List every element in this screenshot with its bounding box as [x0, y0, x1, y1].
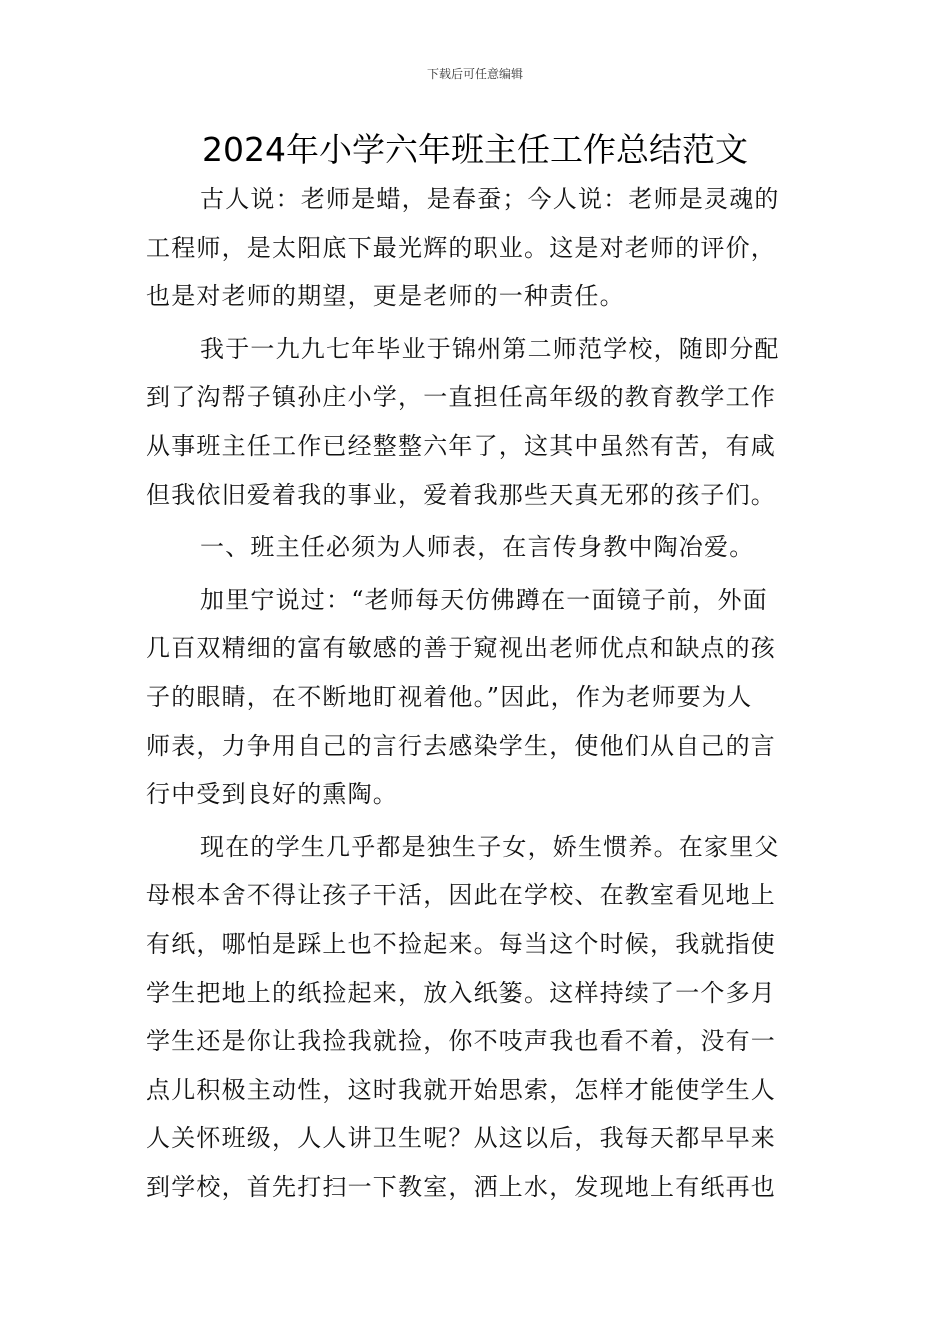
paragraph: [146, 325, 808, 519]
paragraph: [146, 523, 808, 572]
paragraph: [146, 823, 808, 1212]
text-line: 有纸，哪怕是踩上也不捡起来。每当这个时候，我就指使: [146, 929, 776, 958]
text-line: 几百双精细的富有敏感的善于窥视出老师优点和缺点的孩: [146, 634, 776, 663]
text-line: 母根本舍不得让孩子干活，因此在学校、在教室看见地上: [146, 881, 776, 910]
text-line: 人关怀班级，人人讲卫生呢？从这以后，我每天都早早来: [146, 1124, 776, 1153]
text-line: 学生还是你让我捡我就捡，你不吱声我也看不着，没有一: [146, 1027, 776, 1056]
document-body: [146, 175, 808, 1211]
text-line: 也是对老师的期望，更是老师的一种责任。: [146, 282, 625, 311]
text-line: 从事班主任工作已经整整六年了，这其中虽然有苦，有咸: [146, 431, 776, 460]
text-line: 行中受到良好的熏陶。: [146, 780, 398, 809]
text-line: 加里宁说过：“老师每天仿佛蹲在一面镜子前，外面: [200, 585, 768, 614]
text-line: 师表，力争用自己的言行去感染学生，使他们从自己的言: [146, 731, 776, 760]
text-line: 到了沟帮子镇孙庄小学，一直担任高年级的教育教学工作: [146, 383, 776, 412]
paragraph: [146, 576, 808, 819]
text-line: 到学校，首先打扫一下教室，洒上水，发现地上有纸再也: [146, 1172, 776, 1201]
text-line: 但我依旧爱着我的事业，爱着我那些天真无邪的孩子们。: [146, 480, 776, 509]
text-line: 工程师，是太阳底下最光辉的职业。这是对老师的评价，: [146, 233, 776, 262]
paragraph: [146, 175, 808, 321]
header-note: 下载后可任意编辑: [426, 67, 523, 81]
document-title: 2024年小学六年班主任工作总结范文: [202, 130, 748, 169]
text-line: 古人说：老师是蜡，是春蚕；今人说：老师是灵魂的: [200, 185, 780, 213]
section-heading: 一、班主任必须为人师表，在言传身教中陶冶爱。: [200, 533, 755, 562]
text-line: 点儿积极主动性，这时我就开始思索，怎样才能使学生人: [146, 1075, 776, 1104]
text-line: 我于一九九七年毕业于锦州第二师范学校，随即分配: [200, 334, 780, 363]
text-line: 子的眼睛，在不断地盯视着他。”因此，作为老师要为人: [146, 682, 753, 711]
text-line: 现在的学生几乎都是独生子女，娇生惯养。在家里父: [200, 832, 780, 861]
text-line: 学生把地上的纸捡起来，放入纸篓。这样持续了一个多月: [146, 978, 776, 1007]
